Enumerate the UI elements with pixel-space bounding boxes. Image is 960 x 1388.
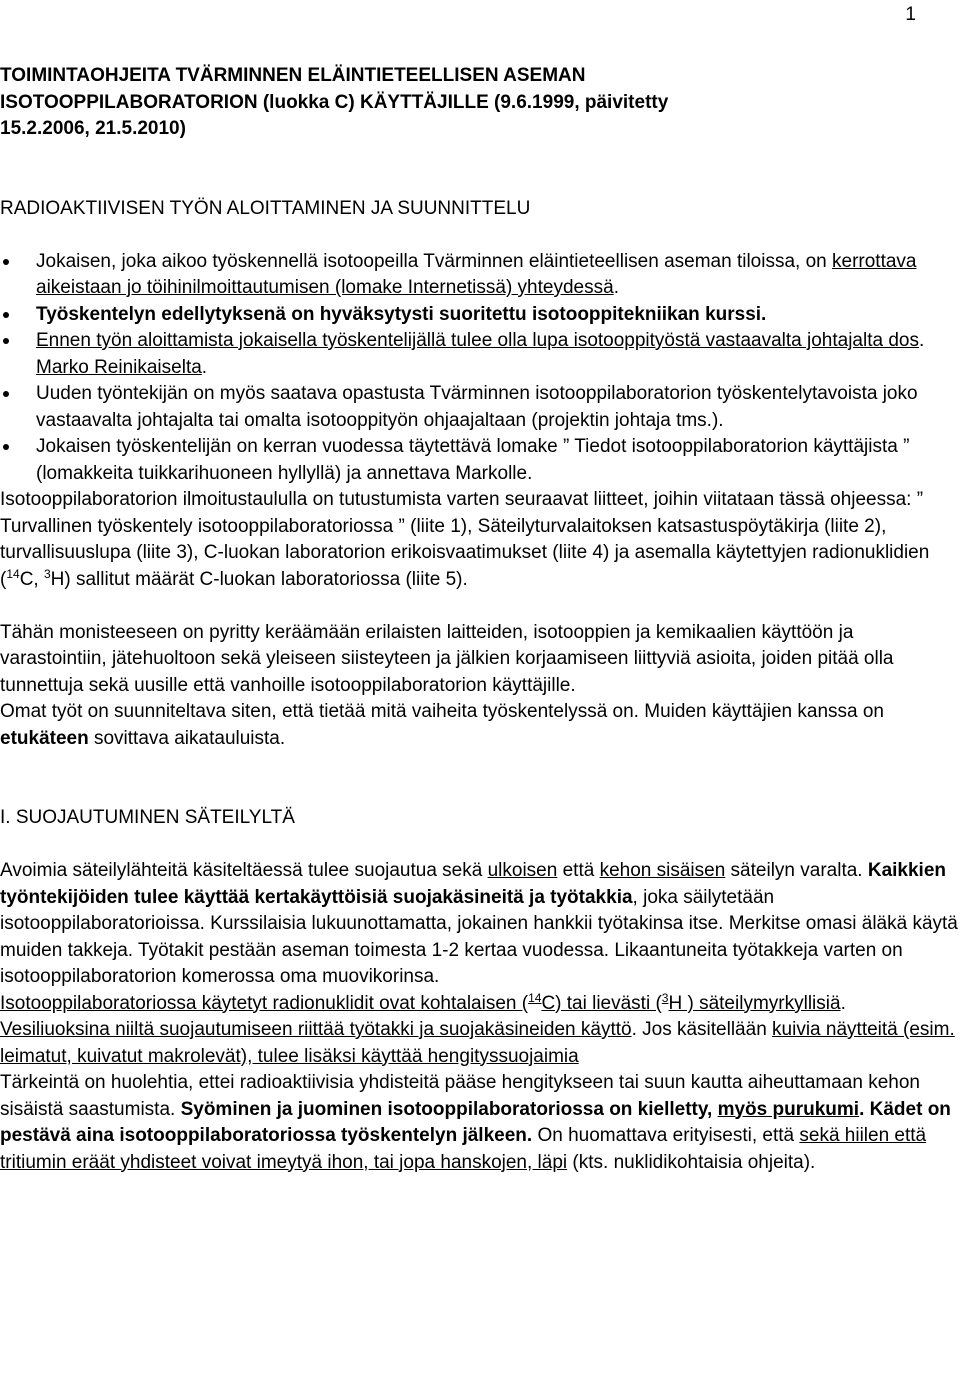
list-item: Uuden työntekijän on myös saatava opastusta Tvärminnen isotooppilaboratorion työskentelytavoista joko vastaavalta johtajalta tai omalta isotooppityön ohjaajaltaan (projektin johtaja tms.). xyxy=(0,381,958,434)
bullet-icon xyxy=(3,391,9,397)
page-number: 1 xyxy=(905,4,916,25)
bullet-icon xyxy=(3,259,9,265)
list-item: Jokaisen, joka aikoo työskennellä isotoopeilla Tvärminnen eläintieteellisen aseman tiloissa, on kerrottava aikeistaan jo töihinilmoittautumisen (lomake Internetissä) yhteydessä. xyxy=(0,249,958,302)
paragraph-attachments: Isotooppilaboratorion ilmoitustaululla on tutustumista varten seuraavat liitteet, joihin viitataan tässä ohjeessa: ” Turvallinen työskentely isotooppilaboratoriossa ” (liite 1), Säteilyturvalaitoksen katsastuspöytäkirja (liite 2), turvallisuuslupa (liite 3), C-luokan laboratorion erikoisvaatimukset (liite 4) ja asemalla käytettyjen radionuklidien ($^{14}$C, $^3$H) sallitut määrät C-luokan laboratoriossa (liite 5). xyxy=(0,489,930,590)
document-title: TOIMINTAOHJEITA TVÄRMINNEN ELÄINTIETEELLISEN ASEMAN ISOTOOPPILABORATORION (luokka C) KÄYTTÄJILLE (9.6.1999, päivitetty 15.2.2006, 21.5.2010) xyxy=(0,65,669,139)
bullet-icon xyxy=(3,338,9,344)
section-heading-radiation-protection: I. SUOJAUTUMINEN SÄTEILYLTÄ xyxy=(0,807,295,828)
bullet-icon xyxy=(3,444,9,450)
section-heading-radioactive-work: RADIOAKTIIVISEN TYÖN ALOITTAMINEN JA SUUNNITTELU xyxy=(0,197,531,219)
document-body xyxy=(0,63,958,1176)
paragraph-radionuclides: Isotooppilaboratoriossa käytetyt radionuklidit ovat kohtalaisen ($^{14}$C) tai lievästi ($^3$H ) säteilymyrkyllisiä. Vesiliuoksina niiltä suojautumiseen riittää työtakki ja suojakäsineiden käyttö. Jos käsitellään kuivia näytteitä (esim. leimatut, kuivatut makrolevät), tulee lisäksi käyttää hengityssuojaimia xyxy=(0,990,955,1067)
list-item: Ennen työn aloittamista jokaisella työskentelijällä tulee olla lupa isotooppityöstä vastaavalta johtajalta dos. Marko Reinikaiselta. xyxy=(0,328,958,381)
requirements-list xyxy=(0,249,958,488)
paragraph-purpose: Tähän monisteeseen on pyritty keräämään erilaisten laitteiden, isotooppien ja kemikaalien käyttöön ja varastointiin, jätehuoltoon sekä yleiseen siisteyteen ja jälkien korjaamiseen liittyviä asioita, joiden pitää olla tunnettuja sekä uusille että vanhoille isotooppilaboratorion käyttäjille. xyxy=(0,621,894,696)
bullet-icon xyxy=(3,312,9,318)
paragraph-internal-contamination: Tärkeintä on huolehtia, ettei radioaktiivisia yhdisteitä pääse hengitykseen tai suun kautta aiheuttamaan kehon sisäistä saastumista. Syöminen ja juominen isotooppilaboratoriossa on kielletty, myös purukumi. Kädet on pestävä aina isotooppilaboratoriossa työskentelyn jälkeen. On huomattava erityisesti, että sekä hiilen että tritiumin eräät yhdisteet voivat imeytyä ihon, tai jopa hanskojen, läpi (kts. nuklidikohtaisia ohjeita). xyxy=(0,1072,951,1173)
paragraph-planning: Omat työt on suunniteltava siten, että tietää mitä vaiheita työskentelyssä on. Muiden käyttäjien kanssa on etukäteen sovittava aikatauluista. xyxy=(0,701,884,749)
list-item: Jokaisen työskentelijän on kerran vuodessa täytettävä lomake ” Tiedot isotooppilaboratorion käyttäjista ” (lomakkeita tuikkarihuoneen hyllyllä) ja annettava Markolle. xyxy=(0,434,958,487)
paragraph-protection: Avoimia säteilylähteitä käsiteltäessä tulee suojautua sekä ulkoisen että kehon sisäisen säteilyn varalta. Kaikkien työntekijöiden tulee käyttää kertakäyttöisiä suojakäsineitä ja työtakkia, joka säilytetään isotooppilaboratorioissa. Kurssilaisia lukuunottamatta, jokainen hankkii työtakinsa itse. Merkitse omasi äläkä käytä muiden takkeja. Työtakit pestään aseman toimesta 1-2 kertaa vuodessa. Likaantuneita työtakkeja varten on isotooppilaboratorion komerossa oma muovikorinsa. xyxy=(0,860,958,987)
list-item: Työskentelyn edellytyksenä on hyväksytysti suoritettu isotooppitekniikan kurssi. xyxy=(0,302,958,329)
